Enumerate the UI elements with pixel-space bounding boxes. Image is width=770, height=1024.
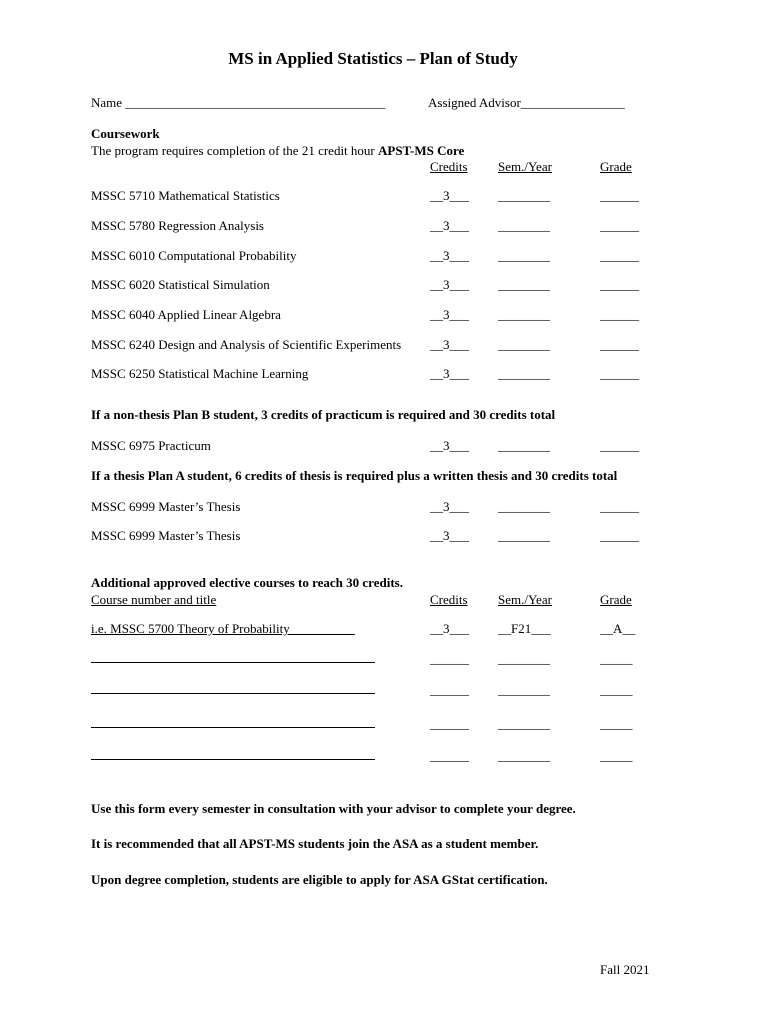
course-name: MSSC 6250 Statistical Machine Learning [91,366,309,381]
course-name: MSSC 6975 Practicum [91,438,211,453]
grade-field[interactable]: ______ [600,188,639,203]
sem-year-field[interactable]: ________ [498,682,550,697]
sem-year-field[interactable]: ________ [498,438,550,453]
col-credits-header: Credits [430,159,468,174]
page-title: MS in Applied Statistics – Plan of Study [228,49,518,68]
core-intro [91,143,464,158]
course-name: MSSC 6020 Statistical Simulation [91,277,270,292]
course-name: MSSC 5780 Regression Analysis [91,218,264,233]
sem-year-field[interactable]: ________ [498,528,550,543]
sem-year-field[interactable]: ________ [498,277,550,292]
course-name: MSSC 5710 Mathematical Statistics [91,188,280,203]
course-name-blank[interactable] [91,662,375,663]
course-name: MSSC 6240 Design and Analysis of Scientific Experiments [91,337,402,352]
plan-b-note: If a non-thesis Plan B student, 3 credits of practicum is required and 30 credits total [91,407,556,422]
credits-field[interactable]: __3___ [430,528,469,543]
grade-field[interactable]: ______ [600,438,639,453]
grade-field[interactable]: ______ [600,528,639,543]
col-grade-header: Grade [600,592,632,607]
credits-field[interactable]: ______ [430,748,469,763]
credits-field[interactable]: __3___ [430,337,469,352]
sem-year-field[interactable]: ________ [498,307,550,322]
credits-field[interactable]: __3___ [430,307,469,322]
credits-field[interactable]: ______ [430,651,469,666]
col-grade-header: Grade [600,159,632,174]
credits-field[interactable]: ______ [430,716,469,731]
sem-year-field[interactable]: __F21___ [498,621,551,636]
credits-field[interactable]: __3___ [430,621,469,636]
credits-field[interactable]: ______ [430,682,469,697]
grade-field[interactable]: ______ [600,218,639,233]
grade-field[interactable]: _____ [600,716,633,731]
core-intro-bold: APST-MS Core [378,143,465,158]
sem-year-field[interactable]: ________ [498,248,550,263]
core-intro-text: The program requires completion of the 21 credit hour [91,143,378,158]
plan-a-note: If a thesis Plan A student, 6 credits of thesis is required plus a written thesis and 30 credits total [91,468,618,483]
course-name-blank[interactable] [91,759,375,760]
col-credits-header: Credits [430,592,468,607]
grade-field[interactable]: ______ [600,307,639,322]
credits-field[interactable]: __3___ [430,499,469,514]
coursework-heading: Coursework [91,126,160,141]
grade-field[interactable]: _____ [600,651,633,666]
course-name: MSSC 6040 Applied Linear Algebra [91,307,281,322]
footer-note-asa: It is recommended that all APST-MS students join the ASA as a student member. [91,836,539,851]
sem-year-field[interactable]: ________ [498,337,550,352]
credits-field[interactable]: __3___ [430,438,469,453]
grade-field[interactable]: ______ [600,248,639,263]
sem-year-field[interactable]: ________ [498,499,550,514]
grade-field[interactable]: _____ [600,748,633,763]
name-field[interactable]: Name ________________________________________ [91,95,386,110]
credits-field[interactable]: __3___ [430,277,469,292]
course-name: MSSC 6010 Computational Probability [91,248,297,263]
sem-year-field[interactable]: ________ [498,188,550,203]
course-name: i.e. MSSC 5700 Theory of Probability__________ [91,621,355,636]
grade-field[interactable]: ______ [600,499,639,514]
course-name: MSSC 6999 Master’s Thesis [91,528,241,543]
credits-field[interactable]: __3___ [430,188,469,203]
footer-note-advisor: Use this form every semester in consultation with your advisor to complete your degree. [91,801,576,816]
date-label: Fall 2021 [600,962,650,977]
sem-year-field[interactable]: ________ [498,218,550,233]
credits-field[interactable]: __3___ [430,218,469,233]
course-name: MSSC 6999 Master’s Thesis [91,499,241,514]
grade-field[interactable]: _____ [600,682,633,697]
course-name-blank[interactable] [91,693,375,694]
col-sem-header: Sem./Year [498,159,552,174]
assigned-advisor-field[interactable]: Assigned Advisor________________ [428,95,625,110]
sem-year-field[interactable]: ________ [498,366,550,381]
col-course-header: Course number and title [91,592,217,607]
course-name-blank[interactable] [91,727,375,728]
electives-heading: Additional approved elective courses to reach 30 credits. [91,575,403,590]
grade-field[interactable]: ______ [600,337,639,352]
col-sem-header: Sem./Year [498,592,552,607]
sem-year-field[interactable]: ________ [498,748,550,763]
credits-field[interactable]: __3___ [430,366,469,381]
credits-field[interactable]: __3___ [430,248,469,263]
sem-year-field[interactable]: ________ [498,651,550,666]
grade-field[interactable]: ______ [600,366,639,381]
sem-year-field[interactable]: ________ [498,716,550,731]
grade-field[interactable]: __A__ [600,621,636,636]
grade-field[interactable]: ______ [600,277,639,292]
footer-note-gstat: Upon degree completion, students are eligible to apply for ASA GStat certification. [91,872,548,887]
